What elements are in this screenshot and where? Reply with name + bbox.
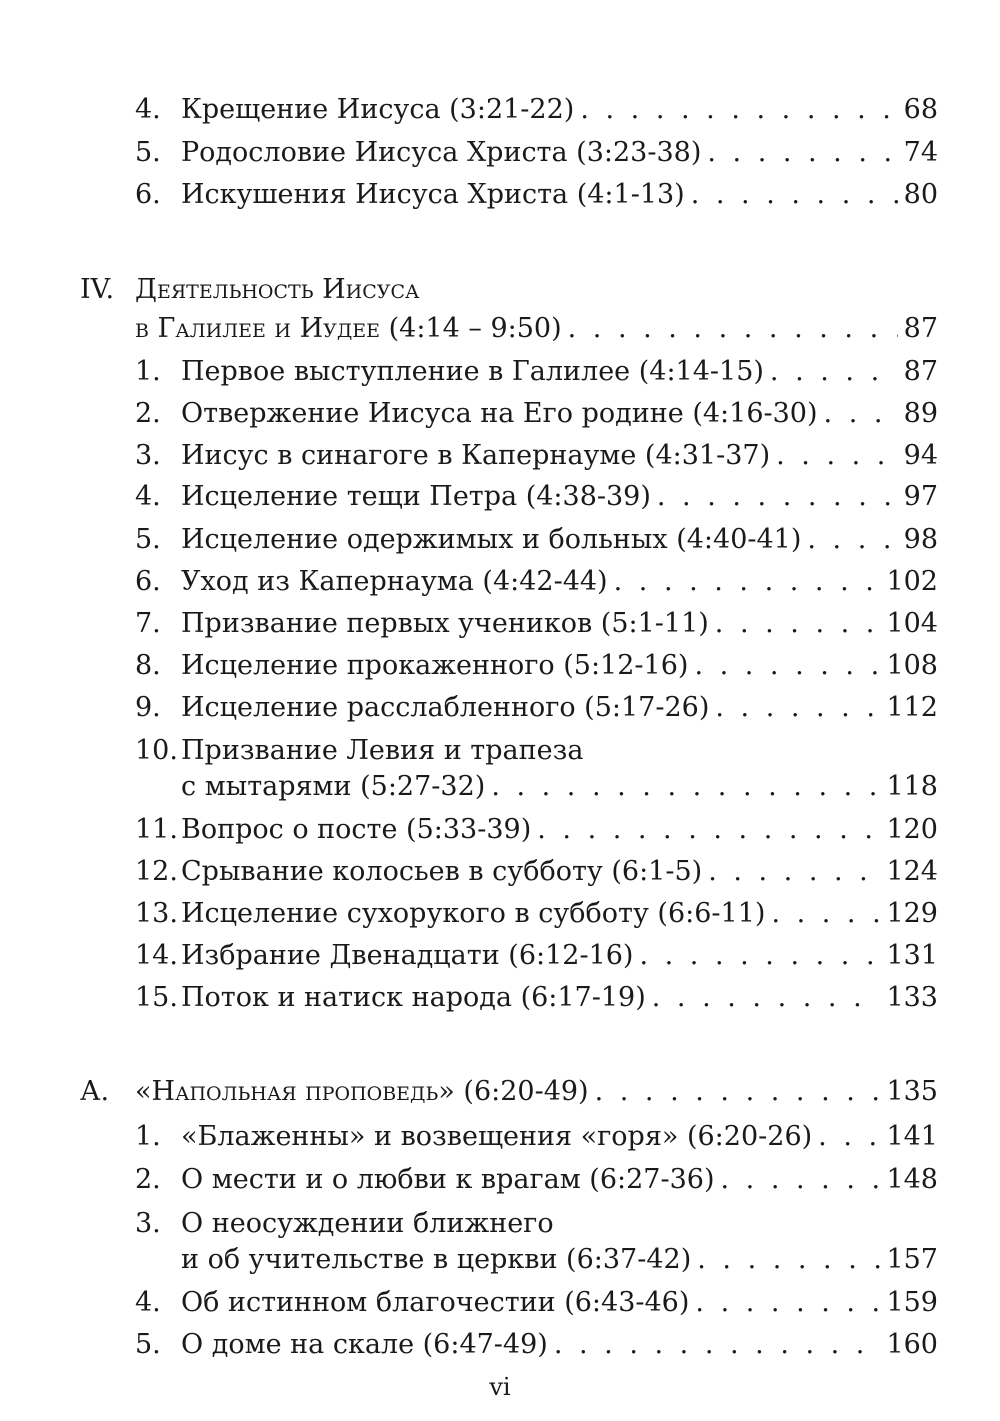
- entry-title: Уход из Капернаума (4:42-44): [181, 566, 608, 597]
- entry-page: 160: [886, 1329, 938, 1360]
- leader-dots: [715, 604, 881, 644]
- leader-dots: [639, 936, 880, 976]
- toc-entry[interactable]: [135, 90, 938, 130]
- entry-page: 104: [886, 608, 938, 639]
- entry-number: 14.: [135, 940, 178, 971]
- entry-title: Первое выступление в Галилее (4:14-15): [181, 356, 764, 387]
- entry-title-line1: Призвание Левия и трапеза: [181, 735, 584, 766]
- entry-number: 4.: [135, 1287, 161, 1318]
- entry-number: 15.: [135, 982, 178, 1013]
- entry-page: 148: [886, 1164, 938, 1195]
- entry-number: 10.: [135, 735, 178, 766]
- toc-entry[interactable]: [135, 936, 938, 976]
- entry-page: 133: [886, 982, 938, 1013]
- leader-dots: [715, 688, 880, 728]
- entry-title: Вопрос о посте (5:33-39): [181, 814, 532, 845]
- entry-title: «Блаженны» и возвещения «горя» (6:20-26): [181, 1121, 813, 1152]
- entry-number: 3.: [135, 440, 161, 471]
- leader-dots: [818, 1117, 880, 1157]
- entry-number: 4.: [135, 94, 161, 125]
- entry-number: 4.: [135, 481, 161, 512]
- toc-entry[interactable]: [135, 810, 938, 850]
- leader-dots: [652, 978, 881, 1018]
- entry-title: Исцеление тещи Петра (4:38-39): [181, 481, 651, 512]
- entry-title: Искушения Иисуса Христа (4:1-13): [181, 179, 685, 210]
- leader-dots: [694, 646, 880, 686]
- leader-dots: [776, 436, 898, 476]
- entry-number: 11.: [135, 814, 178, 845]
- toc-entry[interactable]: [135, 852, 938, 892]
- entry-page: 135: [886, 1076, 938, 1107]
- section-iv-title-line1: Деятельность Иисуса: [135, 274, 420, 305]
- entry-page: 112: [886, 692, 938, 723]
- entry-title: Об истинном благочестии (6:43-46): [181, 1287, 690, 1318]
- entry-page: 68: [903, 94, 938, 125]
- leader-dots: [695, 1283, 880, 1323]
- entry-number: 13.: [135, 898, 178, 929]
- entry-page: 87: [903, 313, 938, 344]
- entry-title-line1: О неосуждении ближнего: [181, 1208, 554, 1239]
- entry-number: 2.: [135, 1164, 161, 1195]
- entry-page: 159: [886, 1287, 938, 1318]
- entry-title: Поток и натиск народа (6:17-19): [181, 982, 646, 1013]
- entry-title: Срывание колосьев в субботу (6:1-5): [181, 856, 703, 887]
- entry-number: 9.: [135, 692, 161, 723]
- toc-entry[interactable]: [135, 1283, 938, 1323]
- toc-entry[interactable]: [135, 604, 938, 644]
- toc-entry[interactable]: [135, 1160, 938, 1200]
- leader-dots: [580, 90, 897, 130]
- leader-dots: [707, 133, 897, 173]
- entry-page: 157: [886, 1244, 938, 1275]
- entry-title: Исцеление расслабленного (5:17-26): [181, 692, 710, 723]
- leader-dots: [697, 1240, 880, 1280]
- leader-dots: [824, 394, 898, 434]
- toc-entry[interactable]: [135, 436, 938, 476]
- entry-page: 108: [886, 650, 938, 681]
- entry-number: 5.: [135, 1329, 161, 1360]
- page-number: vi: [489, 1373, 511, 1401]
- entry-title: Исцеление одержимых и больных (4:40-41): [181, 524, 802, 555]
- entry-number: 5.: [135, 524, 161, 555]
- entry-page: 87: [903, 356, 938, 387]
- section-iv-title-line2: в Галилее и Иудее (4:14 – 9:50): [135, 313, 562, 344]
- section-iv-number: IV.: [80, 274, 115, 305]
- entry-number: 6.: [135, 179, 161, 210]
- entry-title: Исцеление прокаженного (5:12-16): [181, 650, 689, 681]
- entry-title-line2: и об учительстве в церкви (6:37-42): [181, 1244, 692, 1275]
- section-a-number: А.: [80, 1076, 110, 1107]
- leader-dots: [770, 352, 898, 392]
- toc-entry[interactable]: [135, 133, 938, 173]
- entry-page: 102: [886, 566, 938, 597]
- toc-entry[interactable]: [135, 978, 938, 1018]
- entry-page: 80: [903, 179, 938, 210]
- entry-page: 89: [903, 398, 938, 429]
- entry-title: Призвание первых учеников (5:1-11): [181, 608, 709, 639]
- entry-page: 120: [886, 814, 938, 845]
- entry-title: Иисус в синагоге в Капернауме (4:31-37): [181, 440, 771, 471]
- entry-page: 94: [903, 440, 938, 471]
- toc-entry[interactable]: [135, 1325, 938, 1365]
- leader-dots: [491, 767, 880, 807]
- entry-number: 1.: [135, 1121, 161, 1152]
- entry-number: 1.: [135, 356, 161, 387]
- leader-dots: [807, 520, 897, 560]
- toc-entry[interactable]: [135, 520, 938, 560]
- toc-entry[interactable]: [135, 894, 938, 934]
- leader-dots: [691, 175, 898, 215]
- toc-entry[interactable]: [181, 1240, 938, 1280]
- leader-dots: [657, 477, 898, 517]
- entry-title: Отвержение Иисуса на Его родине (4:16-30): [181, 398, 818, 429]
- entry-number: 8.: [135, 650, 161, 681]
- section-a-reference: (6:20-49): [454, 1076, 589, 1107]
- entry-page: 98: [903, 524, 938, 555]
- entry-number: 6.: [135, 566, 161, 597]
- leader-dots: [771, 894, 880, 934]
- section-a-entry[interactable]: [80, 1072, 938, 1112]
- entry-number: 5.: [135, 137, 161, 168]
- toc-entry[interactable]: [135, 646, 938, 686]
- leader-dots: [614, 562, 881, 602]
- toc-entry[interactable]: [135, 352, 938, 392]
- entry-page: 118: [886, 771, 938, 802]
- entry-title: Исцеление сухорукого в субботу (6:6-11): [181, 898, 766, 929]
- entry-title: Родословие Иисуса Христа (3:23-38): [181, 137, 702, 168]
- toc-entry[interactable]: [135, 394, 938, 434]
- entry-title: О мести и о любви к врагам (6:27-36): [181, 1164, 715, 1195]
- entry-page: 131: [886, 940, 938, 971]
- entry-page: 97: [903, 481, 938, 512]
- entry-number: 7.: [135, 608, 161, 639]
- entry-page: 129: [886, 898, 938, 929]
- entry-page: 124: [886, 856, 938, 887]
- leader-dots: [537, 810, 880, 850]
- section-a-title: «Напольная проповедь»: [135, 1076, 455, 1107]
- entry-page: 74: [903, 137, 938, 168]
- entry-number: 3.: [135, 1208, 161, 1239]
- entry-title: Избрание Двенадцати (6:12-16): [181, 940, 634, 971]
- leader-dots: [554, 1325, 881, 1365]
- toc-entry[interactable]: [135, 1117, 938, 1157]
- leader-dots: [595, 1072, 881, 1112]
- leader-dots: [568, 309, 898, 349]
- toc-entry[interactable]: [135, 175, 938, 215]
- entry-number: 12.: [135, 856, 178, 887]
- leader-dots: [721, 1160, 881, 1200]
- toc-entry[interactable]: [135, 688, 938, 728]
- toc-entry[interactable]: [135, 562, 938, 602]
- entry-number: 2.: [135, 398, 161, 429]
- section-iv-entry[interactable]: [135, 309, 938, 349]
- toc-entry[interactable]: [181, 767, 938, 807]
- leader-dots: [708, 852, 880, 892]
- toc-entry[interactable]: [135, 477, 938, 517]
- entry-title-line2: с мытарями (5:27-32): [181, 771, 486, 802]
- entry-title: Крещение Иисуса (3:21-22): [181, 94, 575, 125]
- entry-title: О доме на скале (6:47-49): [181, 1329, 548, 1360]
- entry-page: 141: [886, 1121, 938, 1152]
